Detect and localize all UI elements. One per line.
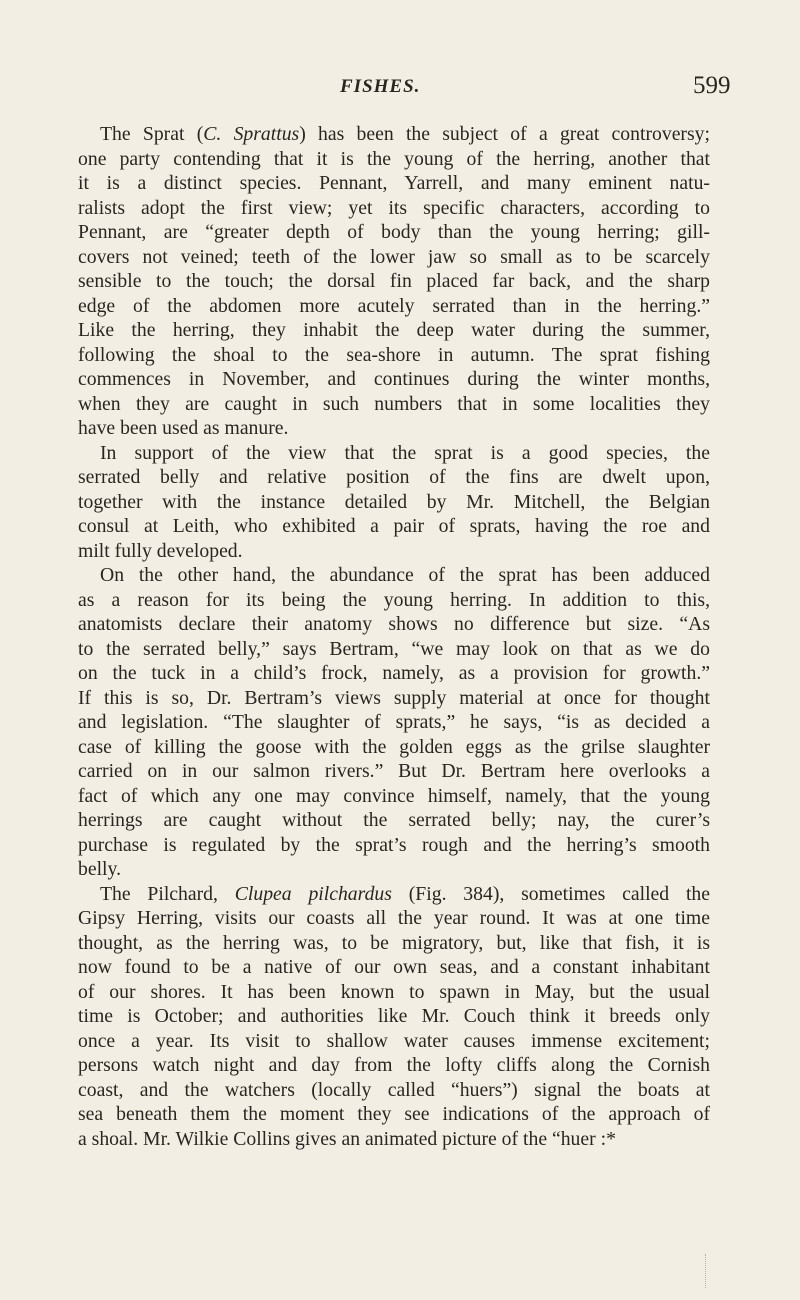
text-segment: purchase is regulated by the sprat’s rough and the herring’s smooth (78, 833, 710, 856)
text-line (78, 637, 710, 662)
text-line (78, 367, 710, 392)
text-line (78, 1053, 710, 1078)
text-line (78, 171, 710, 196)
text-line (78, 980, 710, 1005)
text-segment: as a reason for its being the young herring. In addition to this, (78, 588, 710, 611)
text-line (78, 196, 710, 221)
text-segment: Gipsy Herring, visits our coasts all the year round. It was at one time (78, 907, 710, 929)
text-segment: Pennant, are “greater depth of body than the young herring; gill- (78, 221, 710, 243)
text-segment: sea beneath them the moment they see indications of the approach of (78, 1103, 710, 1125)
text-segment: If this is so, Dr. Bertram’s views supply material at once for thought (78, 686, 710, 709)
text-line (78, 490, 710, 515)
running-title: FISHES. (340, 76, 421, 97)
text-segment: fact of which any one may convince himself, namely, that the young (78, 784, 710, 807)
text-segment: time is October; and authorities like Mr. Couch think it breeds only (78, 1005, 710, 1027)
text-segment: now found to be a native of our own seas, and a constant inhabitant (78, 956, 710, 978)
page-number: 599 (693, 72, 731, 99)
text-segment: one party contending that it is the young of the herring, another that (78, 147, 710, 170)
text-line (78, 612, 710, 637)
text-segment: (Fig. 384), sometimes called the (391, 882, 710, 905)
text-line (78, 857, 710, 882)
text-segment: herrings are caught without the serrated belly; nay, the curer’s (78, 809, 710, 831)
text-segment: Like the herring, they inhabit the deep water during the summer, (78, 319, 710, 341)
text-segment: In support of the view that the sprat is a good species, the (100, 441, 710, 464)
text-segment: case of killing the goose with the golden eggs as the grilse slaughter (78, 735, 710, 758)
paragraph (78, 563, 710, 882)
text-line (78, 1078, 710, 1103)
text-line (78, 661, 710, 686)
text-segment: edge of the abdomen more acutely serrated than in the herring.” (78, 294, 710, 317)
text-line (78, 539, 710, 564)
text-line (78, 1029, 710, 1054)
text-line (78, 906, 710, 931)
text-line (78, 343, 710, 368)
text-segment: once a year. Its visit to shallow water causes immense excitement; (78, 1029, 710, 1052)
text-segment: and legislation. “The slaughter of sprats,” he says, “is as decided a (78, 711, 710, 733)
text-segment: consul at Leith, who exhibited a pair of sprats, having the roe and (78, 515, 710, 537)
text-segment: of our shores. It has been known to spawn in May, but the usual (78, 980, 710, 1003)
text-segment: serrated belly and relative position of the fins are dwelt upon, (78, 466, 710, 488)
text-line (78, 147, 710, 172)
text-line (78, 122, 710, 147)
text-line (78, 563, 710, 588)
paragraph (78, 441, 710, 564)
text-segment: On the other hand, the abundance of the sprat has been adduced (100, 564, 710, 586)
text-line (78, 245, 710, 270)
text-segment: a shoal. Mr. Wilkie Collins gives an animated picture of the “huer :* (78, 1127, 616, 1150)
text-segment: covers not veined; teeth of the lower jaw so small as to be scarcely (78, 245, 710, 268)
text-line (78, 759, 710, 784)
text-segment: sensible to the touch; the dorsal fin placed far back, and the sharp (78, 270, 710, 292)
text-line (78, 1004, 710, 1029)
text-segment: together with the instance detailed by Mr. Mitchell, the Belgian (78, 490, 710, 513)
text-segment: ralists adopt the first view; yet its specific characters, according to (78, 196, 710, 219)
text-segment: coast, and the watchers (locally called “huers”) signal the boats at (78, 1078, 710, 1101)
text-line (78, 318, 710, 343)
italic-text: C. Sprattus (203, 123, 300, 145)
text-line (78, 392, 710, 417)
text-segment: The Pilchard, (100, 882, 235, 905)
paragraph (78, 882, 710, 1152)
text-segment: commences in November, and continues during the winter months, (78, 368, 710, 390)
text-line (78, 416, 710, 441)
margin-scan-mark (705, 1254, 707, 1288)
text-line (78, 735, 710, 760)
text-line (78, 833, 710, 858)
text-line (78, 931, 710, 956)
text-segment: anatomists declare their anatomy shows no difference but size. “As (78, 613, 710, 635)
text-line (78, 269, 710, 294)
text-segment: carried on in our salmon rivers.” But Dr. Bertram here overlooks a (78, 760, 710, 782)
text-line (78, 588, 710, 613)
text-line (78, 220, 710, 245)
text-line (78, 686, 710, 711)
text-segment: following the shoal to the sea-shore in autumn. The sprat fishing (78, 343, 710, 366)
running-head (0, 72, 800, 102)
text-segment: to the serrated belly,” says Bertram, “we may look on that as we do (78, 637, 710, 660)
text-segment: thought, as the herring was, to be migratory, but, like that fish, it is (78, 931, 710, 954)
text-line (78, 294, 710, 319)
text-line (78, 784, 710, 809)
text-line (78, 441, 710, 466)
text-segment: milt fully developed. (78, 539, 243, 562)
text-segment: The Sprat ( (100, 123, 204, 145)
text-line (78, 808, 710, 833)
text-line (78, 882, 710, 907)
text-line (78, 514, 710, 539)
text-segment: ) has been the subject of a great controversy; (299, 123, 710, 145)
text-segment: belly. (78, 858, 122, 880)
text-line (78, 1127, 710, 1152)
text-segment: when they are caught in such numbers that in some localities they (78, 392, 710, 415)
text-line (78, 465, 710, 490)
paragraph (78, 122, 710, 441)
body-text (78, 122, 710, 1151)
text-segment: have been used as manure. (78, 417, 289, 439)
text-line (78, 955, 710, 980)
text-line (78, 1102, 710, 1127)
text-segment: it is a distinct species. Pennant, Yarrell, and many eminent natu- (78, 172, 710, 194)
text-segment: persons watch night and day from the lofty cliffs along the Cornish (78, 1054, 710, 1076)
text-segment: on the tuck in a child’s frock, namely, as a provision for growth.” (78, 662, 710, 684)
italic-text: Clupea pilchardus (234, 882, 392, 905)
text-line (78, 710, 710, 735)
